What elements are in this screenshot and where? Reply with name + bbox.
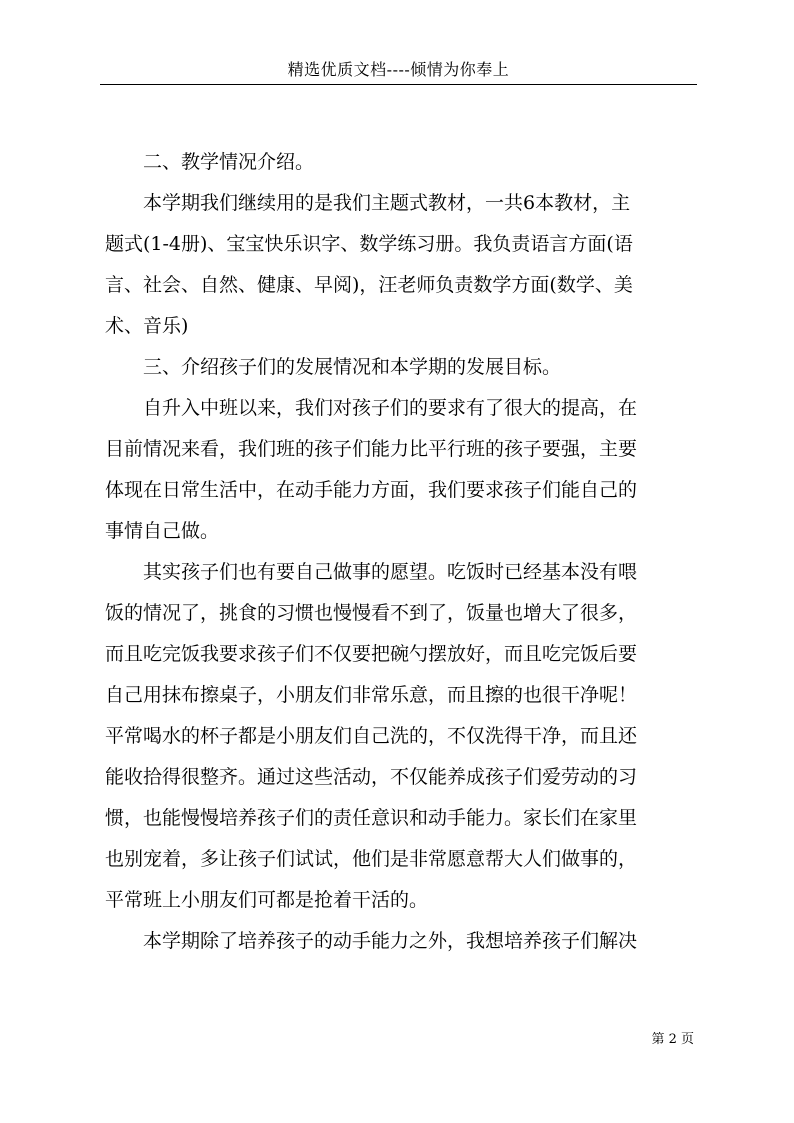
paragraph-line: 目前情况来看，我们班的孩子们能力比平行班的孩子要强，主要	[105, 438, 638, 460]
section-heading: 三、介绍孩子们的发展情况和本学期的发展目标。	[143, 356, 562, 378]
paragraph-line: 体现在日常生活中，在动手能力方面，我们要求孩子们能自己的	[105, 479, 638, 501]
paragraph-line: 饭的情况了，挑食的习惯也慢慢看不到了，饭量也增大了很多，	[105, 602, 638, 624]
paragraph-line: 本学期我们继续用的是我们主题式教材，一共6本教材，主	[143, 192, 631, 214]
paragraph-line: 平常班上小朋友们可都是抢着干活的。	[105, 889, 429, 911]
header-divider	[100, 84, 697, 85]
document-body	[105, 142, 709, 962]
paragraph-line: 能收拾得很整齐。通过这些活动，不仅能养成孩子们爱劳动的习	[105, 766, 638, 788]
paragraph-line: 而且吃完饭我要求孩子们不仅要把碗勺摆放好，而且吃完饭后要	[105, 643, 638, 665]
page-number: 第 2 页	[651, 1032, 694, 1047]
paragraph-line: 本学期除了培养孩子的动手能力之外，我想培养孩子们解决	[143, 930, 638, 952]
paragraph-line: 惯，也能慢慢培养孩子们的责任意识和动手能力。家长们在家里	[105, 807, 638, 829]
paragraph-line: 平常喝水的杯子都是小朋友们自己洗的，不仅洗得干净，而且还	[105, 725, 638, 747]
paragraph-line: 言、社会、自然、健康、早阅)，汪老师负责数学方面(数学、美	[105, 274, 633, 296]
page-header: 精选优质文档----倾情为你奉上	[287, 60, 510, 79]
paragraph-line: 自升入中班以来，我们对孩子们的要求有了很大的提高，在	[143, 397, 638, 419]
paragraph-line: 其实孩子们也有要自己做事的愿望。吃饭时已经基本没有喂	[143, 561, 638, 583]
paragraph-line: 事情自己做。	[105, 520, 220, 542]
section-heading: 二、教学情况介绍。	[143, 151, 315, 173]
paragraph-line: 题式(1-4册)、宝宝快乐识字、数学练习册。我负责语言方面(语	[105, 233, 633, 255]
paragraph-line: 自己用抹布擦桌子，小朋友们非常乐意，而且擦的也很干净呢！	[105, 684, 638, 706]
paragraph-line: 术、音乐)	[105, 315, 189, 337]
paragraph-line: 也别宠着，多让孩子们试试，他们是非常愿意帮大人们做事的，	[105, 848, 638, 870]
